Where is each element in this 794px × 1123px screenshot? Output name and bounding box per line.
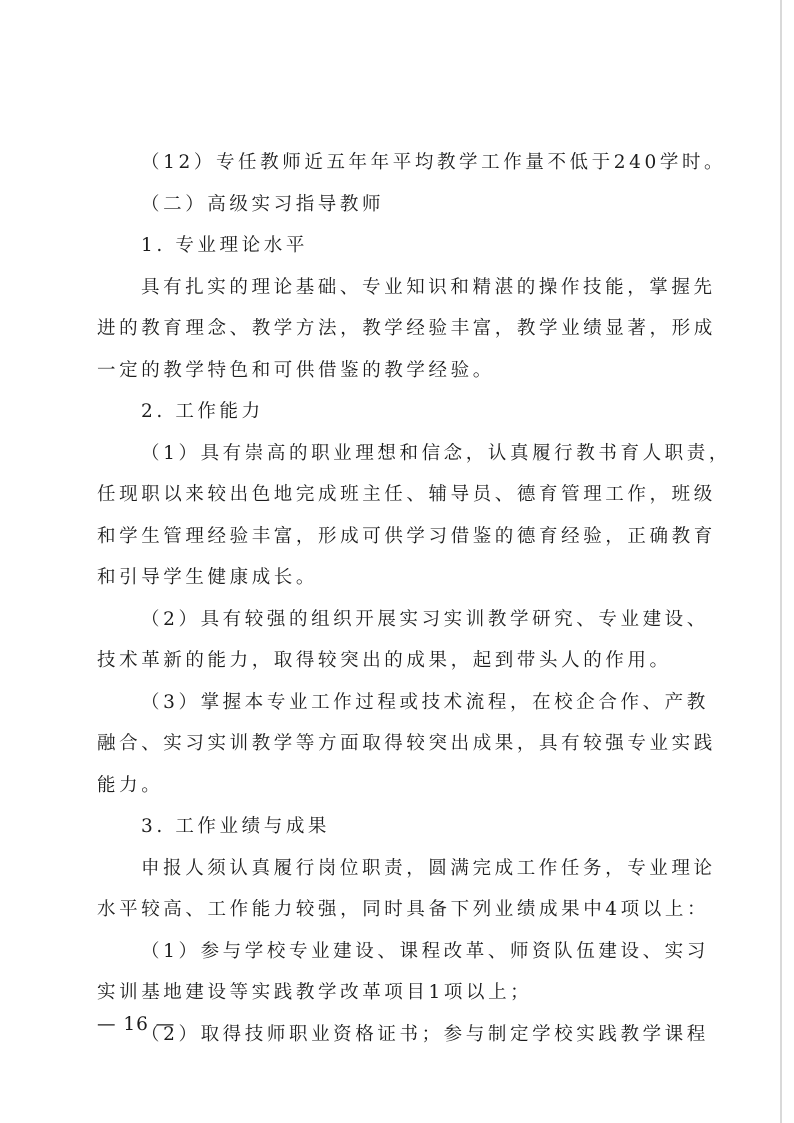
page-edge (780, 0, 782, 1123)
section-heading-senior-instructor: （二）高级实习指导教师 (141, 193, 385, 215)
paragraph-line-teaching-workload: （12）专任教师近五年年平均教学工作量不低于240学时。 (141, 152, 727, 173)
paragraph-line: （1）参与学校专业建设、课程改革、师资队伍建设、实习 (141, 940, 709, 962)
paragraph-line: 技术革新的能力，取得较突出的成果，起到带头人的作用。 (97, 650, 672, 671)
page-number: — 16 — (97, 1014, 176, 1035)
paragraph-line: （1）具有崇高的职业理想和信念，认真履行教书育人职责， (141, 442, 731, 464)
paragraph-line: 和引导学生健康成长。 (97, 567, 319, 588)
paragraph-line: 和学生管理经验丰富，形成可供学习借鉴的德育经验，正确教育 (97, 525, 716, 547)
paragraph-line: （3）掌握本专业工作过程或技术流程，在校企合作、产教 (141, 691, 709, 713)
paragraph-line: （2）取得技师职业资格证书；参与制定学校实践教学课程 (141, 1023, 709, 1045)
paragraph-line: 具有扎实的理论基础、专业知识和精湛的操作技能，掌握先 (141, 276, 716, 298)
paragraph-line: 任现职以来较出色地完成班主任、辅导员、德育管理工作，班级 (97, 484, 716, 505)
subheading-theory-level: 1. 专业理论水平 (141, 235, 308, 256)
document-body (97, 142, 731, 1055)
paragraph-line: 一定的教学特色和可供借鉴的教学经验。 (97, 359, 495, 381)
subheading-achievements: 3. 工作业绩与成果 (141, 816, 331, 837)
paragraph-line: 实训基地建设等实践教学改革项目1项以上； (97, 982, 533, 1003)
paragraph-line: 申报人须认真履行岗位职责，圆满完成工作任务，专业理论 (141, 857, 716, 879)
paragraph-line: 能力。 (97, 774, 164, 796)
paragraph-line: 进的教育理念、教学方法，教学经验丰富，教学业绩显著，形成 (97, 318, 716, 339)
paragraph-line: （2）具有较强的组织开展实习实训教学研究、专业建设、 (141, 608, 709, 630)
paragraph-line: 融合、实习实训教学等方面取得较突出成果，具有较强专业实践 (97, 733, 716, 754)
paragraph-line: 水平较高、工作能力较强，同时具备下列业绩成果中4项以上： (97, 899, 710, 920)
subheading-work-ability: 2. 工作能力 (141, 401, 264, 422)
